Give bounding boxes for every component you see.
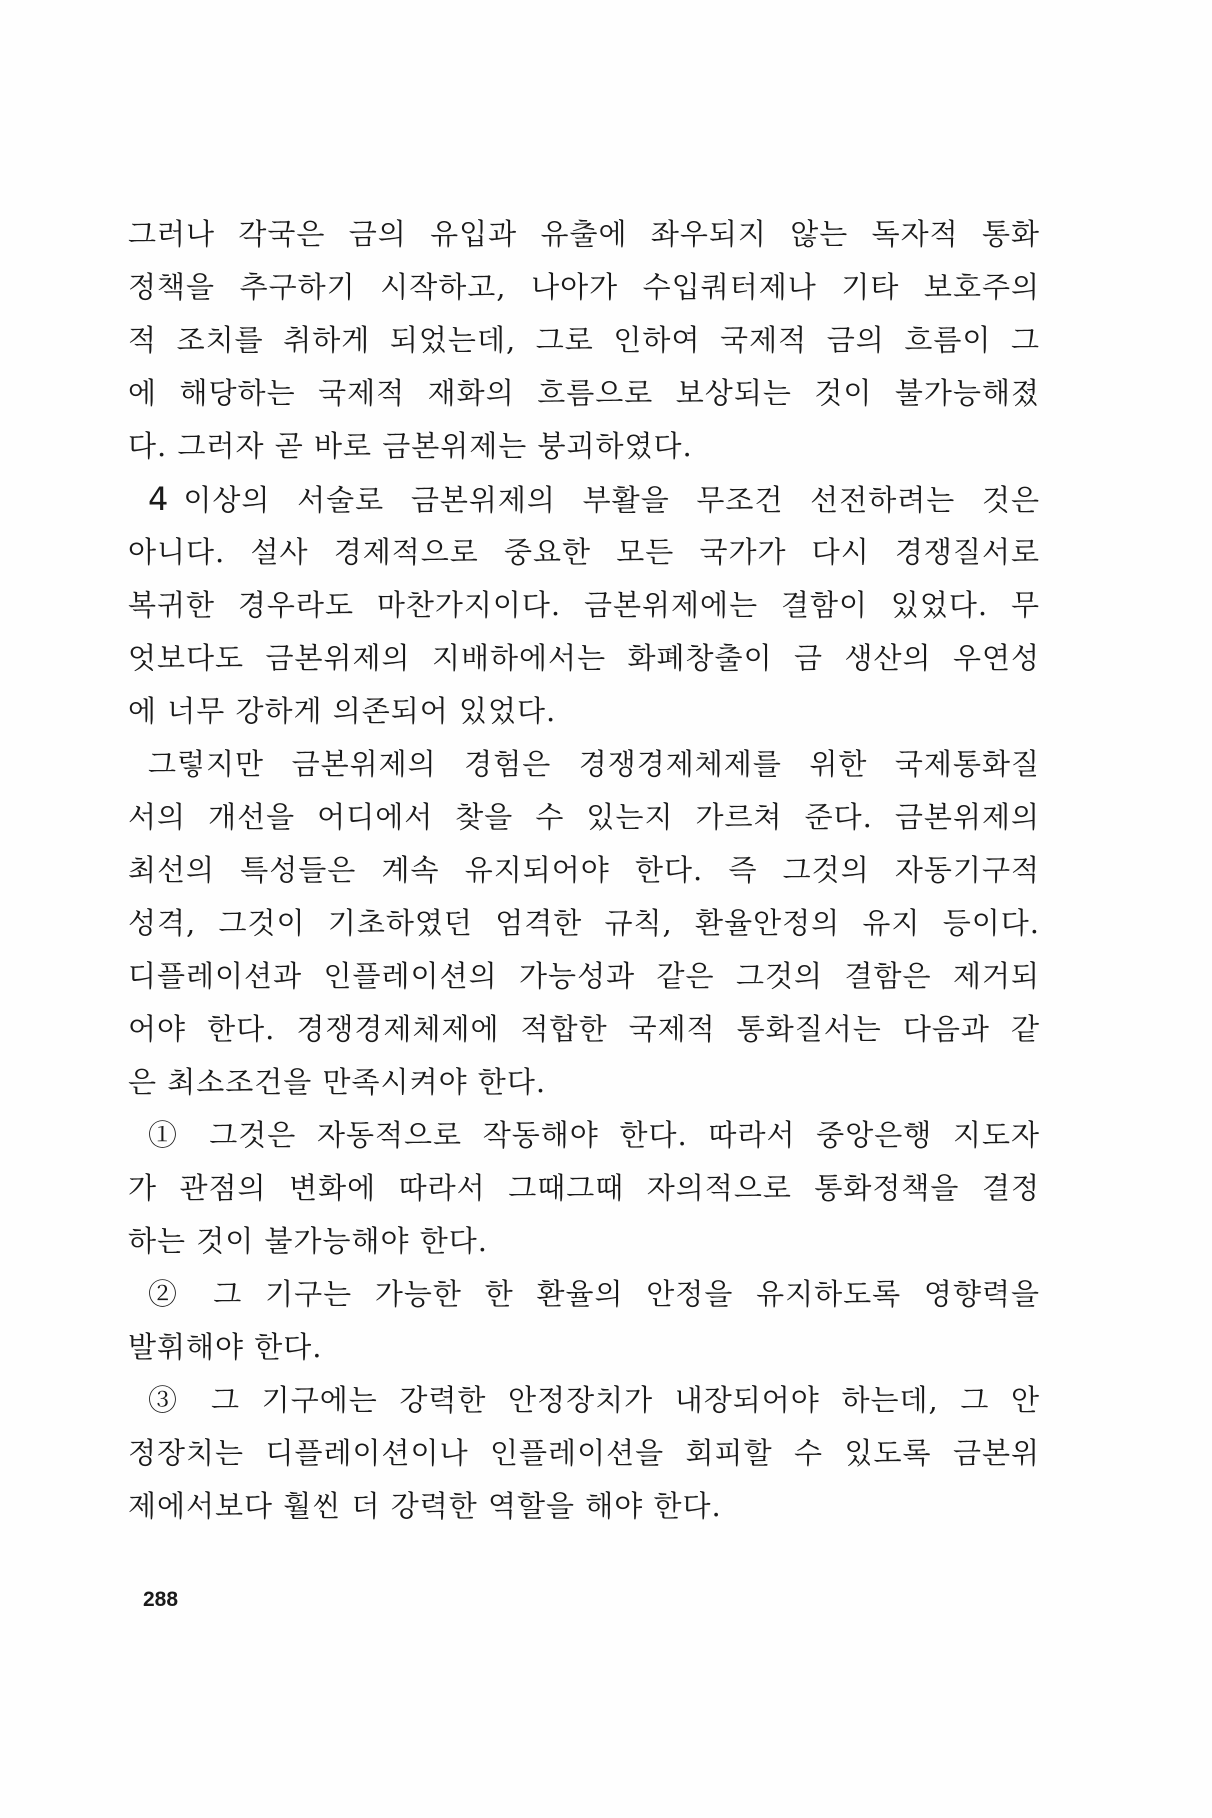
text-line: 이상의 서술로 금본위제의 부활을 무조건 선전하려는 것은 bbox=[183, 483, 1040, 517]
list-item-3: ③ 그 기구에는 강력한 안정장치가 내장되어야 하는데, 그 안 bbox=[148, 1383, 1040, 1417]
text-line: 서의 개선을 어디에서 찾을 수 있는지 가르쳐 준다. 금본위제의 bbox=[128, 800, 1040, 834]
text-line: 그렇지만 금본위제의 경험은 경쟁경제체제를 위한 국제통화질 bbox=[148, 747, 1040, 781]
text-line: 다. 그러자 곧 바로 금본위제는 붕괴하였다. bbox=[128, 429, 693, 463]
text-line: 에 너무 강하게 의존되어 있었다. bbox=[128, 694, 557, 728]
text-line: 에 해당하는 국제적 재화의 흐름으로 보상되는 것이 불가능해졌 bbox=[128, 376, 1040, 410]
text-line: 정장치는 디플레이션이나 인플레이션을 회피할 수 있도록 금본위 bbox=[128, 1436, 1040, 1470]
list-item-2: ② 그 기구는 가능한 한 환율의 안정을 유지하도록 영향력을 bbox=[148, 1277, 1040, 1311]
text-line: 정책을 추구하기 시작하고, 나아가 수입쿼터제나 기타 보호주의 bbox=[128, 270, 1040, 304]
text-line: 하는 것이 불가능해야 한다. bbox=[128, 1224, 489, 1258]
text-line: 엇보다도 금본위제의 지배하에서는 화폐창출이 금 생산의 우연성 bbox=[128, 641, 1040, 675]
text-line: 제에서보다 훨씬 더 강력한 역할을 해야 한다. bbox=[128, 1489, 722, 1523]
page-number: 288 bbox=[143, 1588, 179, 1611]
text-line: 디플레이션과 인플레이션의 가능성과 같은 그것의 결함은 제거되 bbox=[128, 959, 1040, 993]
list-item-1: ① 그것은 자동적으로 작동해야 한다. 따라서 중앙은행 지도자 bbox=[148, 1118, 1040, 1152]
text-line: 발휘해야 한다. bbox=[128, 1330, 323, 1364]
text-line: 적 조치를 취하게 되었는데, 그로 인하여 국제적 금의 흐름이 그 bbox=[128, 323, 1040, 357]
text-line: 은 최소조건을 만족시켜야 한다. bbox=[128, 1065, 547, 1099]
text-line: 그러나 각국은 금의 유입과 유출에 좌우되지 않는 독자적 통화 bbox=[128, 217, 1040, 251]
text-line: 최선의 특성들은 계속 유지되어야 한다. 즉 그것의 자동기구적 bbox=[128, 853, 1040, 887]
text-line: 성격, 그것이 기초하였던 엄격한 규칙, 환율안정의 유지 등이다. bbox=[128, 906, 1040, 940]
body-text bbox=[128, 208, 1040, 1533]
section-number: 4 bbox=[148, 480, 170, 518]
section-4-first-line bbox=[128, 473, 1040, 526]
text-line: 가 관점의 변화에 따라서 그때그때 자의적으로 통화정책을 결정 bbox=[128, 1171, 1040, 1205]
text-line: 복귀한 경우라도 마찬가지이다. 금본위제에는 결함이 있었다. 무 bbox=[128, 588, 1040, 622]
text-line: 어야 한다. 경쟁경제체제에 적합한 국제적 통화질서는 다음과 같 bbox=[128, 1012, 1040, 1046]
text-line: 아니다. 설사 경제적으로 중요한 모든 국가가 다시 경쟁질서로 bbox=[128, 535, 1040, 569]
